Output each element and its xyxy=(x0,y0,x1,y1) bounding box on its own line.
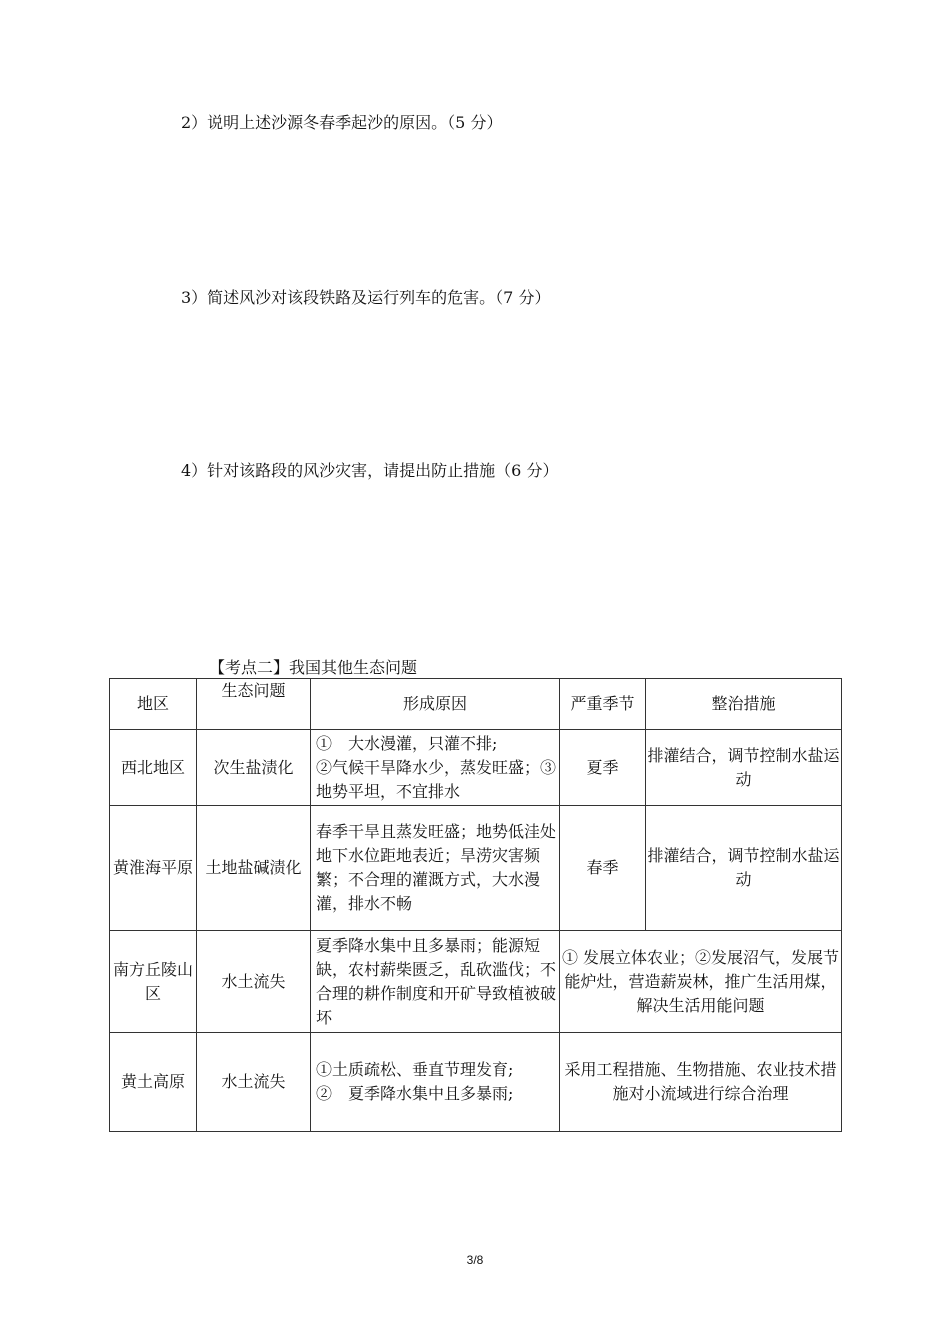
table-row xyxy=(110,931,842,1033)
table-row xyxy=(110,730,842,806)
cause-line: ②气候干旱降水少，蒸发旺盛；③地势平坦，不宜排水 xyxy=(316,757,557,801)
season-cell: 夏季 xyxy=(560,730,646,806)
causes-cell xyxy=(311,1033,560,1132)
measures-cell: 排灌结合，调节控制水盐运动 xyxy=(646,806,842,931)
question-2: 2）说明上述沙源冬春季起沙的原因。（5 分） xyxy=(181,113,503,132)
problem-cell: 水土流失 xyxy=(197,1033,311,1132)
cause-line: ①土质疏松、垂直节理发育; xyxy=(316,1060,514,1079)
problem-cell: 次生盐渍化 xyxy=(197,730,311,806)
ecology-table xyxy=(109,678,842,1132)
problem-cell: 土地盐碱渍化 xyxy=(197,806,311,931)
page-number: 3/8 xyxy=(466,1253,484,1267)
measures-cell: ① 发展立体农业；②发展沼气，发展节能炉灶，营造薪炭林，推广生活用煤，解决生活用能问题 xyxy=(560,931,842,1033)
measures-cell: 采用工程措施、生物措施、农业技术措施对小流域进行综合治理 xyxy=(560,1033,842,1132)
table-row xyxy=(110,806,842,931)
section-title: 【考点二】我国其他生态问题 xyxy=(209,658,418,677)
measures-cell: 排灌结合，调节控制水盐运动 xyxy=(646,730,842,806)
causes-cell xyxy=(311,730,560,806)
header-problem: 生态问题 xyxy=(197,679,311,730)
problem-cell: 水土流失 xyxy=(197,931,311,1033)
region-cell: 西北地区 xyxy=(110,730,197,806)
cause-line: ① 大水漫灌，只灌不排; xyxy=(316,733,498,753)
header-region: 地区 xyxy=(110,679,197,730)
region-cell: 黄土高原 xyxy=(110,1033,197,1132)
region-cell: 黄淮海平原 xyxy=(110,806,197,931)
season-cell: 春季 xyxy=(560,806,646,931)
table-row xyxy=(110,1033,842,1132)
causes-cell: 夏季降水集中且多暴雨；能源短缺，农村薪柴匮乏，乱砍滥伐；不合理的耕作制度和开矿导致植被破坏 xyxy=(311,931,560,1033)
causes-cell: 春季干旱且蒸发旺盛；地势低洼处地下水位距地表近；旱涝灾害频繁；不合理的灌溉方式，大水漫灌，排水不畅 xyxy=(311,806,560,931)
question-4: 4）针对该路段的风沙灾害，请提出防止措施（6 分） xyxy=(181,461,559,480)
table-header-row xyxy=(110,679,842,730)
header-season: 严重季节 xyxy=(560,679,646,730)
header-causes: 形成原因 xyxy=(311,679,560,730)
cause-line: ② 夏季降水集中且多暴雨; xyxy=(316,1084,514,1103)
question-3: 3）简述风沙对该段铁路及运行列车的危害。（7 分） xyxy=(181,288,551,307)
header-measures: 整治措施 xyxy=(646,679,842,730)
region-cell: 南方丘陵山区 xyxy=(110,931,197,1033)
